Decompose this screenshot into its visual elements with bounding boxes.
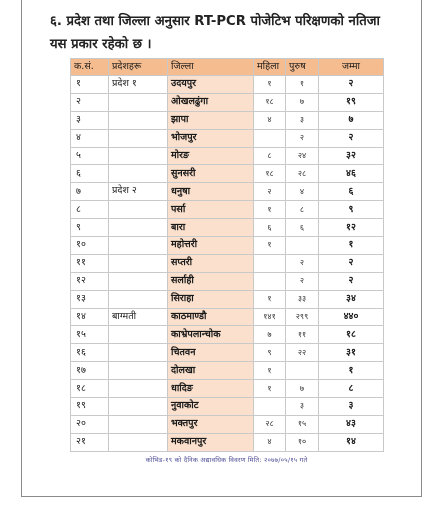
cell-sn: ५ <box>71 147 109 165</box>
cell-total: १८ <box>319 326 384 344</box>
cell-province <box>109 219 168 237</box>
cell-district: झापा <box>168 111 254 129</box>
cell-sn: ११ <box>71 254 109 272</box>
cell-total: २ <box>319 254 384 272</box>
cell-female <box>254 272 286 290</box>
cell-male: १५ <box>286 415 319 433</box>
cell-female: ७ <box>254 326 286 344</box>
cell-female: १८ <box>254 165 286 183</box>
cell-total: ७ <box>319 111 384 129</box>
header-female: महिला <box>254 59 286 76</box>
cell-female: १ <box>254 290 286 308</box>
table-row <box>71 201 384 219</box>
cell-district: काठमाण्डौ <box>168 308 254 326</box>
cell-total: ३१ <box>319 344 384 362</box>
cell-male: १ <box>286 76 319 94</box>
cell-male: २४ <box>286 147 319 165</box>
header-sn: क.सं. <box>71 59 109 76</box>
table-row <box>71 129 384 147</box>
cell-male: २ <box>286 254 319 272</box>
cell-sn: २ <box>71 93 109 111</box>
cell-province <box>109 398 168 416</box>
cell-province <box>109 147 168 165</box>
cell-district: चितवन <box>168 344 254 362</box>
cell-province <box>109 93 168 111</box>
cell-female <box>254 129 286 147</box>
cell-male: २९९ <box>286 308 319 326</box>
cell-female <box>254 254 286 272</box>
cell-female: ६ <box>254 219 286 237</box>
cell-district: सर्लाही <box>168 272 254 290</box>
header-district: जिल्ला <box>168 59 254 76</box>
cell-province <box>109 362 168 380</box>
cell-sn: ३ <box>71 111 109 129</box>
cell-sn: १५ <box>71 326 109 344</box>
cell-district: बारा <box>168 219 254 237</box>
cell-male <box>286 237 319 255</box>
cell-district: दोलखा <box>168 362 254 380</box>
cell-province <box>109 165 168 183</box>
cell-male: ७ <box>286 93 319 111</box>
table-row <box>71 290 384 308</box>
cell-male: २२ <box>286 344 319 362</box>
cell-province: प्रदेश १ <box>109 76 168 94</box>
cell-province <box>109 415 168 433</box>
cell-total: ४६ <box>319 165 384 183</box>
cell-province <box>109 254 168 272</box>
cell-male: २८ <box>286 165 319 183</box>
cell-district: धनुषा <box>168 183 254 201</box>
cell-male: २ <box>286 272 319 290</box>
cell-total: ८ <box>319 380 384 398</box>
header-province: प्रदेशहरू <box>109 59 168 76</box>
cell-total: १ <box>319 237 384 255</box>
cell-female: १ <box>254 201 286 219</box>
table-row <box>71 254 384 272</box>
cell-female: ४ <box>254 433 286 451</box>
cell-total: २ <box>319 76 384 94</box>
cell-female: ९ <box>254 344 286 362</box>
table-header-row <box>71 59 384 76</box>
cell-province: बाग्मती <box>109 308 168 326</box>
cell-sn: १० <box>71 237 109 255</box>
cell-male: २ <box>286 129 319 147</box>
table-row <box>71 415 384 433</box>
header-total: जम्मा <box>319 59 384 76</box>
cell-sn: ८ <box>71 201 109 219</box>
cell-province <box>109 326 168 344</box>
cell-male: ३ <box>286 398 319 416</box>
cell-total: ९ <box>319 201 384 219</box>
cell-district: भक्तपुर <box>168 415 254 433</box>
cell-district: उदयपुर <box>168 76 254 94</box>
cell-sn: १८ <box>71 380 109 398</box>
district-results-table <box>70 58 384 452</box>
cell-sn: १४ <box>71 308 109 326</box>
table-row <box>71 308 384 326</box>
cell-sn: ४ <box>71 129 109 147</box>
cell-sn: २० <box>71 415 109 433</box>
cell-province <box>109 433 168 451</box>
cell-male: ६ <box>286 219 319 237</box>
table-row <box>71 380 384 398</box>
cell-male: ११ <box>286 326 319 344</box>
cell-district: धादिङ <box>168 380 254 398</box>
table-row <box>71 344 384 362</box>
cell-district: मकवानपुर <box>168 433 254 451</box>
cell-total: ४४० <box>319 308 384 326</box>
cell-district: सुनसरी <box>168 165 254 183</box>
cell-female: १४१ <box>254 308 286 326</box>
cell-province: प्रदेश २ <box>109 183 168 201</box>
table-row <box>71 362 384 380</box>
cell-province <box>109 272 168 290</box>
cell-district: मोरङ <box>168 147 254 165</box>
cell-total: १४ <box>319 433 384 451</box>
cell-total: २ <box>319 272 384 290</box>
cell-province <box>109 129 168 147</box>
table-row <box>71 398 384 416</box>
cell-female: ४ <box>254 111 286 129</box>
cell-district: पर्सा <box>168 201 254 219</box>
cell-male: ७ <box>286 380 319 398</box>
cell-province <box>109 380 168 398</box>
table-row <box>71 147 384 165</box>
cell-female: १ <box>254 362 286 380</box>
header-male: पुरुष <box>286 59 319 76</box>
table-row <box>71 237 384 255</box>
cell-total: १ <box>319 362 384 380</box>
cell-female: ८ <box>254 147 286 165</box>
cell-female: १ <box>254 380 286 398</box>
table-row <box>71 433 384 451</box>
cell-total: २ <box>319 129 384 147</box>
cell-female: १८ <box>254 93 286 111</box>
source-footnote: कोभिड-१९ को दैनिक अद्यावधिक विवरण मिति: २०७७/०५/१५ गते <box>145 456 308 464</box>
cell-male: ८ <box>286 201 319 219</box>
cell-province <box>109 290 168 308</box>
table-row <box>71 93 384 111</box>
cell-male <box>286 362 319 380</box>
cell-sn: २१ <box>71 433 109 451</box>
cell-district: ओखलढुंगा <box>168 93 254 111</box>
cell-district: सिराहा <box>168 290 254 308</box>
cell-male: ४ <box>286 183 319 201</box>
section-heading: ६. प्रदेश तथा जिल्ला अनुसार RT-PCR पोजेटिभ परिक्षणको नतिजा यस प्रकार रहेको छ । <box>50 14 380 52</box>
cell-district: भोजपुर <box>168 129 254 147</box>
cell-sn: १७ <box>71 362 109 380</box>
cell-province <box>109 201 168 219</box>
cell-female <box>254 398 286 416</box>
cell-female: १ <box>254 76 286 94</box>
cell-sn: १९ <box>71 398 109 416</box>
table-row <box>71 272 384 290</box>
table-body <box>71 76 384 452</box>
cell-total: १२ <box>319 219 384 237</box>
cell-sn: ९ <box>71 219 109 237</box>
cell-total: ३ <box>319 398 384 416</box>
table-row <box>71 76 384 94</box>
cell-total: ३४ <box>319 290 384 308</box>
cell-female: २८ <box>254 415 286 433</box>
cell-sn: १३ <box>71 290 109 308</box>
cell-male: १० <box>286 433 319 451</box>
cell-sn: ७ <box>71 183 109 201</box>
cell-district: नुवाकोट <box>168 398 254 416</box>
cell-total: ६ <box>319 183 384 201</box>
table-row <box>71 183 384 201</box>
cell-sn: १ <box>71 76 109 94</box>
table-row <box>71 111 384 129</box>
cell-province <box>109 111 168 129</box>
cell-total: ३२ <box>319 147 384 165</box>
cell-district: काभ्रेपलान्चोक <box>168 326 254 344</box>
cell-district: सप्तरी <box>168 254 254 272</box>
cell-province <box>109 237 168 255</box>
cell-male: ३ <box>286 111 319 129</box>
cell-district: महोत्तरी <box>168 237 254 255</box>
table-row <box>71 165 384 183</box>
cell-total: १९ <box>319 93 384 111</box>
cell-sn: ६ <box>71 165 109 183</box>
table-row <box>71 219 384 237</box>
cell-sn: १२ <box>71 272 109 290</box>
table-row <box>71 326 384 344</box>
cell-male: ३३ <box>286 290 319 308</box>
cell-female: १ <box>254 237 286 255</box>
cell-province <box>109 344 168 362</box>
cell-sn: १६ <box>71 344 109 362</box>
cell-total: ४३ <box>319 415 384 433</box>
cell-female: २ <box>254 183 286 201</box>
